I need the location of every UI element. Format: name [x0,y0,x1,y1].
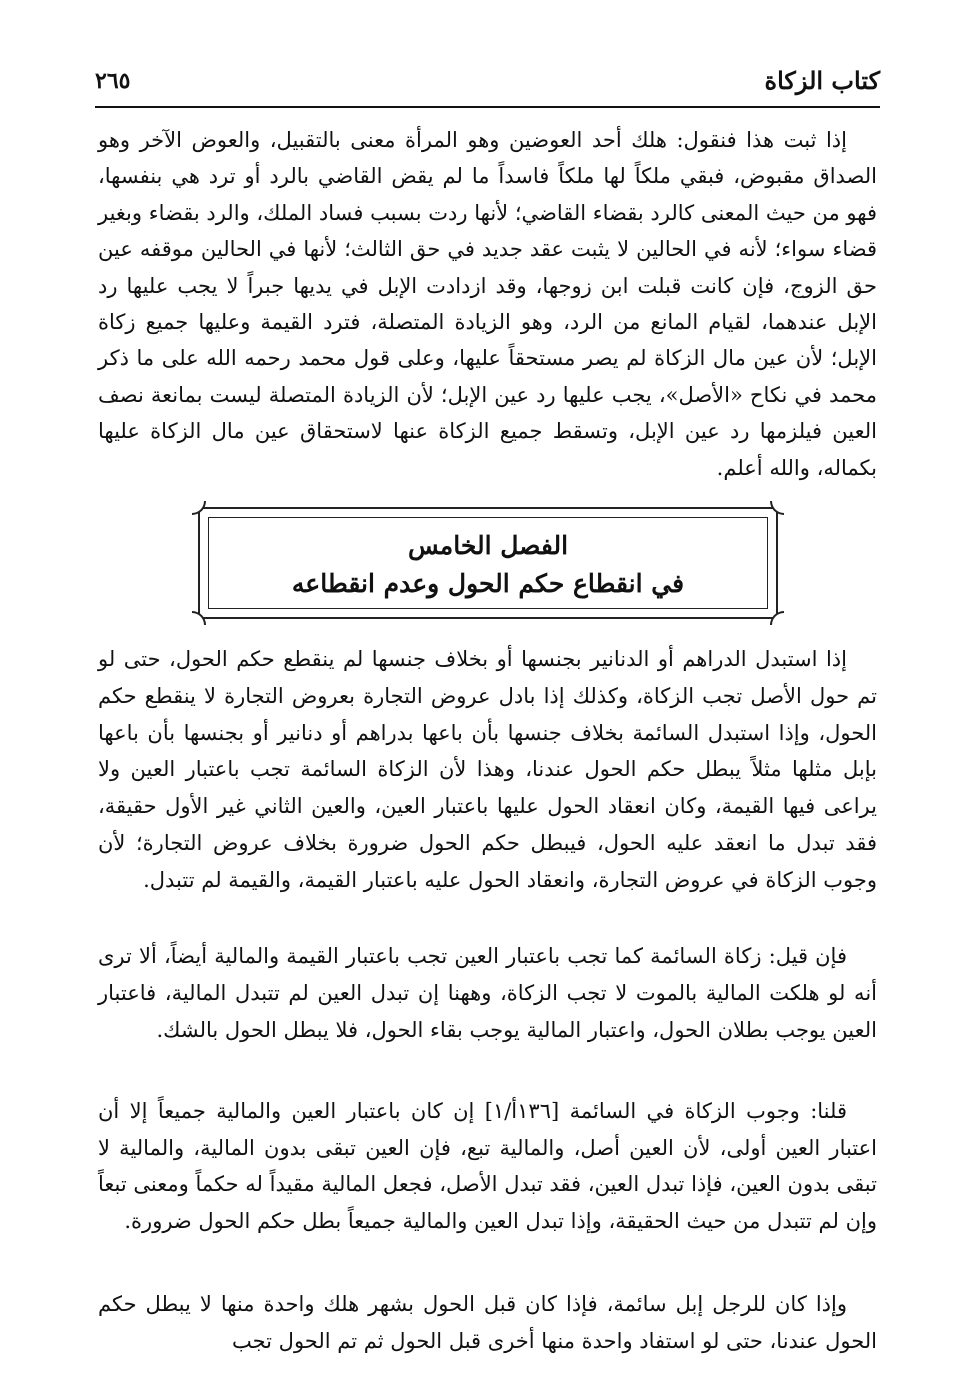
text-block-5 [98,1286,877,1360]
frame-corner-ornament [192,501,206,515]
frame-corner-ornament [192,611,206,625]
text-block-2 [98,641,877,899]
running-title: كتاب الزكاة [764,66,880,95]
frame-corner-ornament [770,501,784,515]
chapter-title: الفصل الخامس [407,531,569,560]
paragraph: قلنا: وجوب الزكاة في السائمة [١٣٦أ/١] إن كان باعتبار العين والمالية جميعاً إلا أن اعتبار العين أولى، لأن العين أصل، والمالية تبع، فإن العين تبقى بدون المالية، والمالية لا تبقى بدون العين، فإذا تبدل العين، فقد تبدل الأصل، فجعل المالية مقيداً له حكماً ومعنى تبعاً وإن لم تتبدل من حيث الحقيقة، وإذا تبدل العين والمالية جميعاً بطل حكم الحول ضرورة. [98,1099,877,1233]
page-header [95,62,880,108]
chapter-subtitle: في انقطاع حكم الحول وعدم انقطاعه [291,569,685,598]
page-number: ٢٦٥ [95,68,131,94]
paragraph: فإن قيل: زكاة السائمة كما تجب باعتبار العين تجب باعتبار القيمة والمالية أيضاً، ألا ترى أنه لو هلكت المالية بالموت لا تجب الزكاة، وههنا إن تبدل العين لم تتبدل المالية، فاعتبار العين يوجب بطلان الحول، واعتبار المالية يوجب بقاء الحول، فلا يبطل الحول بالشك. [98,944,877,1042]
chapter-heading-frame [198,507,778,619]
paragraph: إذا ثبت هذا فنقول: هلك أحد العوضين وهو المرأة معنى بالتقبيل، والعوض الآخر وهو الصداق مقبوض، فبقي ملكاً لها ملكاً فاسداً ما لم يقض القاضي بالرد أو ترد هي بنفسها، فهو من حيث المعنى كالرد بقضاء القاضي؛ لأنها ردت بسبب فساد الملك، والرد بقضاء وبغير قضاء سواء؛ لأنه في الحالين لا يثبت عقد جديد في حق الثالث؛ لأنها في الحالين موقفه عين حق الزوج، فإن كانت قبلت ابن زوجها، وقد ازدادت الإبل في يديها جبراً لا يجب عليها رد الإبل عندهما، لقيام المانع من الرد، وهو الزيادة المتصلة، فترد القيمة وعليها جميع زكاة الإبل؛ لأن عين مال الزكاة لم يصر مستحقاً عليها، وعلى قول محمد رحمه الله على ما ذكر محمد في نكاح «الأصل»، يجب عليها رد عين الإبل؛ لأن الزيادة المتصلة ليست بمانعة نصف العين فيلزمها رد عين الإبل، وتسقط جميع الزكاة عنها لاستحقاق عين مال الزكاة عليها بكماله، والله أعلم. [98,128,877,480]
text-block-1 [98,122,877,486]
text-block-3 [98,938,877,1049]
frame-corner-ornament [770,611,784,625]
paragraph: إذا استبدل الدراهم أو الدنانير بجنسها أو بخلاف جنسها لم ينقطع حكم الحول، حتى لو تم حول الأصل تجب الزكاة، وكذلك إذا بادل عروض التجارة بعروض التجارة لا ينقطع حكم الحول، وإذا استبدل السائمة بخلاف جنسها بأن باعها بدراهم أو دنانير أو بجنسها بأن باعها بإبل مثلها مثلاً يبطل حكم الحول عندنا، وهذا لأن الزكاة السائمة تجب باعتبار العين ولا يراعى فيها القيمة، وكان انعقاد الحول عليها باعتبار العين، والعين الثاني غير الأول حقيقة، فقد تبدل ما انعقد عليه الحول، فيبطل حكم الحول ضرورة بخلاف عروض التجارة؛ لأن وجوب الزكاة في عروض التجارة، وانعقاد الحول عليه باعتبار القيمة، والقيمة لم تتبدل. [98,647,877,892]
paragraph: وإذا كان للرجل إبل سائمة، فإذا كان قبل الحول بشهر هلك واحدة منها لا يبطل حكم الحول عندنا، حتى لو استفاد واحدة منها أخرى قبل الحول ثم تم الحول تجب [98,1292,877,1353]
text-block-4 [98,1093,877,1239]
